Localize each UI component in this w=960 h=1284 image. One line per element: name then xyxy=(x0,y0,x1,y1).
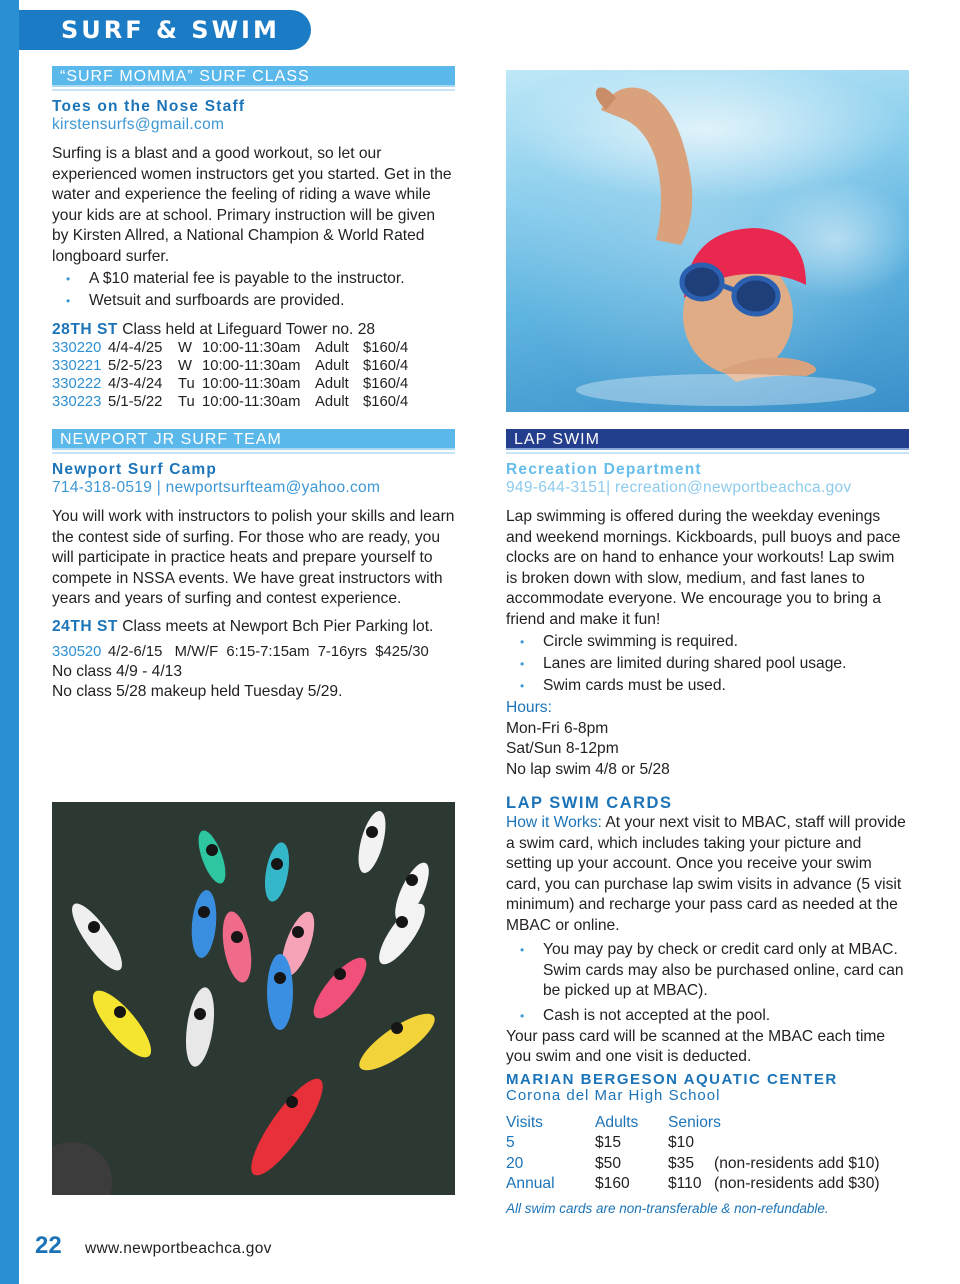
table-row xyxy=(506,1133,909,1154)
lap-swim-section xyxy=(506,429,909,780)
bullet-icon: • xyxy=(520,679,525,693)
surf-momma-schedule xyxy=(52,339,455,411)
class-time: 10:00-11:30am xyxy=(202,393,301,410)
divider xyxy=(506,452,909,454)
list-item: • Swim cards must be used. xyxy=(506,676,909,697)
how-text: At your next visit to MBAC, staff will provide a swim card, which includes taking your picture and setting up your account. Once you receive your swim card, you can purchase lap swim visits in advance (5 visit minimum) and recharge your pass card as needed at the MBAC or online. xyxy=(506,814,906,934)
bullet-icon: • xyxy=(520,1008,525,1023)
jr-surf-contact[interactable]: 714-318-0519 | newportsurfteam@yahoo.com xyxy=(52,479,381,496)
header-adults: Adults xyxy=(595,1113,639,1131)
divider xyxy=(52,89,455,91)
note-cell: (non-residents add $30) xyxy=(714,1175,880,1192)
jr-surf-description: You will work with instructors to polish your skills and learn the contest side of surfing. For those who are ready, you will participate in practice heats and prepare yourself to compete in NSSA events. We have great instructors with years and years of surfing and contest experience. xyxy=(52,508,455,607)
class-day: Tu xyxy=(178,393,195,410)
location-text: Class meets at Newport Bch Pier Parking lot. xyxy=(122,617,434,635)
list-item: • A $10 material fee is payable to the instructor. xyxy=(52,269,455,290)
visits-cell: Annual xyxy=(506,1175,555,1192)
location-text: Class held at Lifeguard Tower no. 28 xyxy=(122,320,376,338)
list-item: • Circle swimming is required. xyxy=(506,632,909,653)
bullet-icon: • xyxy=(66,272,71,286)
surf-momma-section xyxy=(52,66,455,411)
adults-cell: $50 xyxy=(595,1154,622,1172)
class-day: W xyxy=(178,357,192,374)
lap-swim-cards-bullets xyxy=(506,940,909,1026)
price-table xyxy=(506,1113,909,1195)
surf-momma-location xyxy=(52,320,455,339)
class-code[interactable]: 330220 xyxy=(52,339,102,356)
surfboards-illustration xyxy=(52,802,455,1195)
page-number: 22 xyxy=(35,1232,62,1259)
class-dates: 4/4-4/25 xyxy=(108,339,163,356)
seniors-cell: $10 xyxy=(668,1134,695,1151)
jr-surf-org: Newport Surf Camp xyxy=(52,461,218,478)
list-item: • Lanes are limited during shared pool usage. xyxy=(506,654,909,675)
list-item: • Cash is not accepted at the pool. xyxy=(506,1006,909,1027)
surf-momma-org: Toes on the Nose Staff xyxy=(52,98,246,115)
surfers-photo xyxy=(52,802,455,1195)
class-code[interactable]: 330221 xyxy=(52,357,102,374)
lap-swim-cards-title: LAP SWIM CARDS xyxy=(506,794,673,812)
lap-swim-description: Lap swimming is offered during the weekday evenings and weekend mornings. Kickboards, pull buoys and pace clocks are on hand to enhance your workouts! Lap swim is broken down with slow, medium, and fast lanes to accommodate everyone. We encourage you to bring a friend and make it fun! xyxy=(506,508,901,628)
center-location: Corona del Mar High School xyxy=(506,1086,721,1104)
adults-cell: $15 xyxy=(595,1134,622,1151)
class-day: Tu xyxy=(178,375,195,392)
header-seniors: Seniors xyxy=(668,1113,721,1131)
class-code[interactable]: 330520 xyxy=(52,643,102,660)
table-row xyxy=(506,1174,909,1195)
how-it-works xyxy=(506,813,909,936)
hours-label: Hours: xyxy=(506,699,552,716)
note-cell: (non-residents add $10) xyxy=(714,1154,880,1172)
hours-line: No lap swim 4/8 or 5/28 xyxy=(506,760,670,778)
jr-surf-title: NEWPORT JR SURF TEAM xyxy=(52,429,455,450)
class-dates: 5/1-5/22 xyxy=(108,393,163,410)
swimmer-illustration xyxy=(506,70,909,412)
class-code[interactable]: 330222 xyxy=(52,375,102,392)
no-class-note: No class 4/9 - 4/13 xyxy=(52,662,183,680)
surf-momma-email[interactable]: kirstensurfs@gmail.com xyxy=(52,116,225,133)
visits-cell: 5 xyxy=(506,1134,515,1151)
class-fee: $160/4 xyxy=(363,393,409,410)
class-age: Adult xyxy=(315,393,349,410)
lap-swim-contact[interactable]: 949-644-3151| recreation@newportbeachca.gov xyxy=(506,479,852,496)
surf-momma-title: “SURF MOMMA” SURF CLASS xyxy=(52,66,455,87)
table-header xyxy=(506,1113,909,1134)
visits-cell: 20 xyxy=(506,1154,524,1172)
header-visits: Visits xyxy=(506,1113,543,1131)
jr-surf-location xyxy=(52,617,455,636)
how-label: How it Works: xyxy=(506,814,602,831)
bullet-icon: • xyxy=(520,635,525,649)
swimmer-photo xyxy=(506,70,909,412)
bullet-icon: • xyxy=(66,294,71,308)
location-code: 28TH ST xyxy=(52,320,118,338)
scan-note: Your pass card will be scanned at the MBAC each time you swim and one visit is deducted. xyxy=(506,1027,886,1065)
hours-line: Sat/Sun 8-12pm xyxy=(506,740,619,757)
list-item: • You may pay by check or credit card only at MBAC. Swim cards may also be purchased online, card can be picked up at MBAC). xyxy=(520,941,904,999)
center-name: MARIAN BERGESON AQUATIC CENTER xyxy=(506,1070,838,1088)
website-link[interactable]: www.newportbeachca.gov xyxy=(85,1240,272,1257)
seniors-cell: $110 xyxy=(668,1175,702,1192)
bullet-icon: • xyxy=(520,943,525,957)
divider xyxy=(52,452,455,454)
class-fee: $160/4 xyxy=(363,375,409,392)
lap-swim-org: Recreation Department xyxy=(506,461,702,478)
schedule-row xyxy=(52,339,455,357)
class-fee: $160/4 xyxy=(363,357,409,374)
no-class-note: No class 5/28 makeup held Tuesday 5/29. xyxy=(52,683,343,700)
lap-swim-title: LAP SWIM xyxy=(506,429,909,450)
class-age: Adult xyxy=(315,357,349,374)
class-fee: $160/4 xyxy=(363,339,409,356)
bullet-icon: • xyxy=(520,657,525,671)
jr-surf-section xyxy=(52,429,455,703)
class-day: W xyxy=(178,339,192,356)
surf-momma-bullets xyxy=(52,269,455,312)
hours-line: Mon-Fri 6-8pm xyxy=(506,719,609,737)
schedule-row xyxy=(52,642,455,662)
non-refundable-note: All swim cards are non-transferable & non-refundable. xyxy=(506,1200,829,1216)
class-details: 4/2-6/15 M/W/F 6:15-7:15am 7-16yrs $425/30 xyxy=(108,643,429,660)
class-time: 10:00-11:30am xyxy=(202,339,301,356)
class-time: 10:00-11:30am xyxy=(202,357,301,374)
lap-swim-bullets xyxy=(506,632,909,697)
class-age: Adult xyxy=(315,375,349,392)
list-item: • Wetsuit and surfboards are provided. xyxy=(52,291,455,312)
page-title: SURF & SWIM xyxy=(19,10,311,50)
schedule-row xyxy=(52,393,455,411)
surf-momma-description: Surfing is a blast and a good workout, so let our experienced women instructors get you started. Get in the water and experience the feeling of riding a wave while your kids are at school. Primary instruction will be given by Kirsten Allred, a National Champion & World Rated longboard surfer. xyxy=(52,145,452,265)
class-dates: 5/2-5/23 xyxy=(108,357,163,374)
class-dates: 4/3-4/24 xyxy=(108,375,163,392)
table-row xyxy=(506,1154,909,1175)
class-time: 10:00-11:30am xyxy=(202,375,301,392)
schedule-row xyxy=(52,375,455,393)
lap-swim-cards-section xyxy=(506,794,909,1216)
schedule-row xyxy=(52,357,455,375)
page-edge-bar xyxy=(0,0,19,1284)
seniors-cell: $35 xyxy=(668,1154,695,1172)
location-code: 24TH ST xyxy=(52,617,118,635)
class-age: Adult xyxy=(315,339,349,356)
class-code[interactable]: 330223 xyxy=(52,393,102,410)
adults-cell: $160 xyxy=(595,1175,630,1192)
